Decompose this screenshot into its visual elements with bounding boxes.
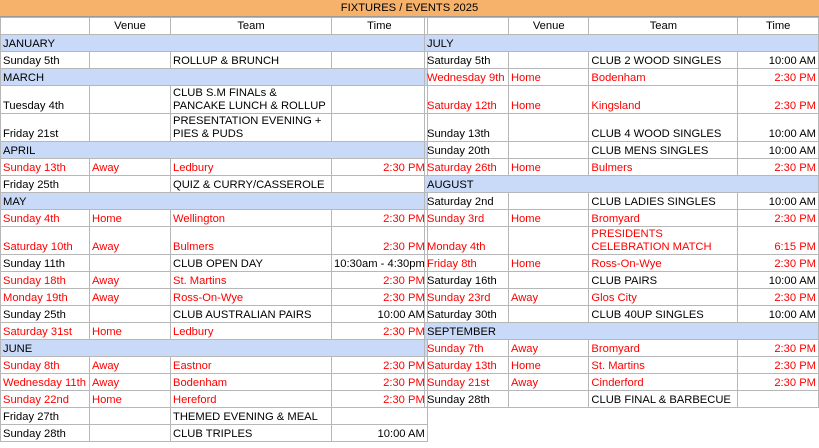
fixture-date: Sunday 21st xyxy=(425,374,509,391)
fixture-row xyxy=(425,391,819,408)
fixture-time: 10:00 AM xyxy=(738,272,819,289)
fixture-venue: Home xyxy=(90,323,171,340)
fixture-row xyxy=(425,227,819,255)
fixture-venue xyxy=(508,272,588,289)
fixture-venue: Home xyxy=(508,255,588,272)
fixture-date: Friday 8th xyxy=(425,255,509,272)
header-time: Time xyxy=(332,18,428,35)
fixture-row xyxy=(1,255,428,272)
fixture-team: Hereford xyxy=(171,391,332,408)
fixture-row xyxy=(425,340,819,357)
fixture-date: Sunday 23rd xyxy=(425,289,509,306)
fixture-time: 2:30 PM xyxy=(332,391,428,408)
fixture-row xyxy=(425,272,819,289)
fixture-venue: Home xyxy=(508,357,588,374)
header-time: Time xyxy=(738,18,819,35)
fixture-time: 2:30 PM xyxy=(332,374,428,391)
header-row xyxy=(425,18,819,35)
fixture-date: Sunday 7th xyxy=(425,340,509,357)
fixture-time: 2:30 PM xyxy=(332,227,428,255)
fixture-row xyxy=(425,52,819,69)
fixture-time: 2:30 PM xyxy=(738,255,819,272)
fixture-venue: Home xyxy=(90,391,171,408)
fixture-row xyxy=(1,86,428,114)
fixture-time xyxy=(332,86,428,114)
fixture-date: Friday 27th xyxy=(1,408,90,425)
fixture-row xyxy=(1,408,428,425)
fixture-row xyxy=(1,52,428,69)
fixture-time: 10:30am - 4:30pm xyxy=(332,255,428,272)
fixture-team: CLUB 4 WOOD SINGLES xyxy=(589,114,738,142)
fixture-date: Friday 25th xyxy=(1,176,90,193)
fixture-date: Saturday 5th xyxy=(425,52,509,69)
fixture-time: 2:30 PM xyxy=(332,210,428,227)
month-label: JULY xyxy=(425,35,819,52)
fixture-team: ROLLUP & BRUNCH xyxy=(171,52,332,69)
fixture-team: Bromyard xyxy=(589,210,738,227)
fixture-time: 2:30 PM xyxy=(738,289,819,306)
fixture-venue: Home xyxy=(508,86,588,114)
fixture-row xyxy=(1,227,428,255)
fixture-row xyxy=(425,159,819,176)
month-row xyxy=(1,35,428,52)
fixture-time: 2:30 PM xyxy=(738,69,819,86)
fixture-time xyxy=(738,391,819,408)
fixture-team: Eastnor xyxy=(171,357,332,374)
fixture-venue: Home xyxy=(508,69,588,86)
month-row xyxy=(1,193,428,210)
fixture-date: Friday 21st xyxy=(1,114,90,142)
header-venue: Venue xyxy=(90,18,171,35)
fixture-row xyxy=(425,357,819,374)
fixture-date: Sunday 25th xyxy=(1,306,90,323)
fixture-team: Cinderford xyxy=(589,374,738,391)
fixture-team: Bodenham xyxy=(589,69,738,86)
fixture-team: CLUB MENS SINGLES xyxy=(589,142,738,159)
fixture-date: Monday 19th xyxy=(1,289,90,306)
fixture-date: Saturday 30th xyxy=(425,306,509,323)
fixture-row xyxy=(1,323,428,340)
header-team: Team xyxy=(171,18,332,35)
fixture-venue xyxy=(508,52,588,69)
fixture-time: 2:30 PM xyxy=(738,210,819,227)
fixture-time xyxy=(332,114,428,142)
fixture-row xyxy=(425,86,819,114)
header-team: Team xyxy=(589,18,738,35)
fixture-time: 2:30 PM xyxy=(738,357,819,374)
fixture-date: Sunday 4th xyxy=(1,210,90,227)
fixture-row xyxy=(1,272,428,289)
fixture-venue: Away xyxy=(90,272,171,289)
fixture-date: Saturday 16th xyxy=(425,272,509,289)
month-row xyxy=(1,340,428,357)
fixture-venue: Away xyxy=(90,227,171,255)
fixture-team: Wellington xyxy=(171,210,332,227)
fixtures-table-right xyxy=(424,17,819,408)
fixture-venue: Home xyxy=(508,210,588,227)
fixture-team: CLUB 40UP SINGLES xyxy=(589,306,738,323)
fixture-date: Sunday 5th xyxy=(1,52,90,69)
fixture-team: CLUB PAIRS xyxy=(589,272,738,289)
fixture-time: 2:30 PM xyxy=(738,159,819,176)
fixture-team: Ross-On-Wye xyxy=(171,289,332,306)
fixture-time: 2:30 PM xyxy=(738,374,819,391)
fixture-date: Tuesday 4th xyxy=(1,86,90,114)
fixture-venue xyxy=(90,425,171,442)
fixture-venue: Away xyxy=(90,374,171,391)
fixture-row xyxy=(1,391,428,408)
fixture-time: 10:00 AM xyxy=(738,52,819,69)
fixture-date: Sunday 8th xyxy=(1,357,90,374)
fixture-venue: Away xyxy=(90,357,171,374)
fixture-date: Saturday 10th xyxy=(1,227,90,255)
fixture-team: Ross-On-Wye xyxy=(589,255,738,272)
header-venue: Venue xyxy=(508,18,588,35)
fixture-time: 2:30 PM xyxy=(332,289,428,306)
fixture-date: Sunday 28th xyxy=(1,425,90,442)
fixture-date: Sunday 20th xyxy=(425,142,509,159)
month-label: AUGUST xyxy=(425,176,819,193)
fixture-row xyxy=(425,374,819,391)
fixture-time: 10:00 AM xyxy=(738,193,819,210)
fixture-time: 10:00 AM xyxy=(738,114,819,142)
month-label: APRIL xyxy=(1,142,428,159)
fixture-venue xyxy=(90,255,171,272)
fixture-venue: Away xyxy=(508,374,588,391)
fixture-venue xyxy=(90,408,171,425)
fixture-team: CLUB TRIPLES xyxy=(171,425,332,442)
fixture-date: Sunday 28th xyxy=(425,391,509,408)
fixture-time: 10:00 AM xyxy=(332,425,428,442)
fixture-team: Kingsland xyxy=(589,86,738,114)
fixture-time xyxy=(332,52,428,69)
fixture-time: 6:15 PM xyxy=(738,227,819,255)
fixture-time: 2:30 PM xyxy=(332,272,428,289)
fixture-team: CLUB AUSTRALIAN PAIRS xyxy=(171,306,332,323)
month-label: MAY xyxy=(1,193,428,210)
fixture-team: Bodenham xyxy=(171,374,332,391)
fixture-time: 2:30 PM xyxy=(332,357,428,374)
fixture-date: Monday 4th xyxy=(425,227,509,255)
fixture-venue: Home xyxy=(90,210,171,227)
fixture-time: 10:00 AM xyxy=(738,142,819,159)
fixture-venue xyxy=(508,114,588,142)
fixture-date: Saturday 2nd xyxy=(425,193,509,210)
fixture-team: Glos City xyxy=(589,289,738,306)
fixture-time: 10:00 AM xyxy=(332,306,428,323)
fixture-row xyxy=(1,114,428,142)
fixture-team: THEMED EVENING & MEAL xyxy=(171,408,332,425)
fixture-date: Saturday 26th xyxy=(425,159,509,176)
fixture-row xyxy=(425,142,819,159)
fixture-row xyxy=(1,159,428,176)
fixture-venue xyxy=(508,227,588,255)
fixture-team: CLUB LADIES SINGLES xyxy=(589,193,738,210)
fixture-team: CLUB S.M FINALs & PANCAKE LUNCH & ROLLUP xyxy=(171,86,332,114)
fixture-team: Bulmers xyxy=(171,227,332,255)
fixture-date: Sunday 22nd xyxy=(1,391,90,408)
fixture-row xyxy=(425,193,819,210)
fixture-venue xyxy=(90,176,171,193)
fixture-date: Sunday 13th xyxy=(425,114,509,142)
fixture-venue xyxy=(508,391,588,408)
fixture-team: Ledbury xyxy=(171,323,332,340)
fixture-row xyxy=(425,210,819,227)
fixture-date: Saturday 31st xyxy=(1,323,90,340)
header-date xyxy=(1,18,90,35)
fixture-time: 2:30 PM xyxy=(738,86,819,114)
month-row xyxy=(425,35,819,52)
fixture-venue: Away xyxy=(90,289,171,306)
fixture-team: PRESENTATION EVENING + PIES & PUDS xyxy=(171,114,332,142)
month-row xyxy=(425,176,819,193)
header-date xyxy=(425,18,509,35)
fixture-team: St. Martins xyxy=(589,357,738,374)
fixture-row xyxy=(1,357,428,374)
fixture-row xyxy=(1,306,428,323)
fixture-time: 10:00 AM xyxy=(738,306,819,323)
fixture-row xyxy=(425,289,819,306)
month-row xyxy=(1,142,428,159)
fixture-date: Sunday 3rd xyxy=(425,210,509,227)
fixture-row xyxy=(1,210,428,227)
fixture-venue: Away xyxy=(508,340,588,357)
fixture-team: PRESIDENTS CELEBRATION MATCH xyxy=(589,227,738,255)
fixture-team: CLUB FINAL & BARBECUE xyxy=(589,391,738,408)
fixtures-table-left xyxy=(0,17,428,442)
month-label: SEPTEMBER xyxy=(425,323,819,340)
fixture-row xyxy=(1,176,428,193)
fixture-venue: Home xyxy=(508,159,588,176)
fixture-date: Sunday 18th xyxy=(1,272,90,289)
fixture-time: 2:30 PM xyxy=(738,340,819,357)
fixture-team: Ledbury xyxy=(171,159,332,176)
fixture-venue xyxy=(90,86,171,114)
fixture-date: Wednesday 9th xyxy=(425,69,509,86)
month-label: JANUARY xyxy=(1,35,428,52)
fixture-date: Sunday 13th xyxy=(1,159,90,176)
fixture-date: Saturday 12th xyxy=(425,86,509,114)
fixture-venue: Away xyxy=(90,159,171,176)
fixture-row xyxy=(425,69,819,86)
fixture-team: QUIZ & CURRY/CASSEROLE xyxy=(171,176,332,193)
fixture-venue xyxy=(90,306,171,323)
fixture-team: CLUB 2 WOOD SINGLES xyxy=(589,52,738,69)
month-row xyxy=(425,323,819,340)
fixture-team: Bromyard xyxy=(589,340,738,357)
header-row xyxy=(1,18,428,35)
sheet-title: FIXTURES / EVENTS 2025 xyxy=(0,0,819,17)
fixture-team: St. Martins xyxy=(171,272,332,289)
fixture-time xyxy=(332,176,428,193)
fixture-venue: Away xyxy=(508,289,588,306)
fixture-row xyxy=(425,114,819,142)
fixture-team: CLUB OPEN DAY xyxy=(171,255,332,272)
fixture-time: 2:30 PM xyxy=(332,159,428,176)
fixture-venue xyxy=(508,193,588,210)
fixture-row xyxy=(425,306,819,323)
fixture-venue xyxy=(508,306,588,323)
fixture-venue xyxy=(90,52,171,69)
fixture-row xyxy=(1,374,428,391)
fixture-row xyxy=(425,255,819,272)
fixture-time: 2:30 PM xyxy=(332,323,428,340)
fixture-team: Bulmers xyxy=(589,159,738,176)
fixture-row xyxy=(1,289,428,306)
fixture-venue xyxy=(508,142,588,159)
fixture-date: Saturday 13th xyxy=(425,357,509,374)
month-row xyxy=(1,69,428,86)
fixture-date: Sunday 11th xyxy=(1,255,90,272)
fixture-date: Wednesday 11th xyxy=(1,374,90,391)
fixture-time xyxy=(332,408,428,425)
fixture-row xyxy=(1,425,428,442)
month-label: MARCH xyxy=(1,69,428,86)
fixture-venue xyxy=(90,114,171,142)
month-label: JUNE xyxy=(1,340,428,357)
